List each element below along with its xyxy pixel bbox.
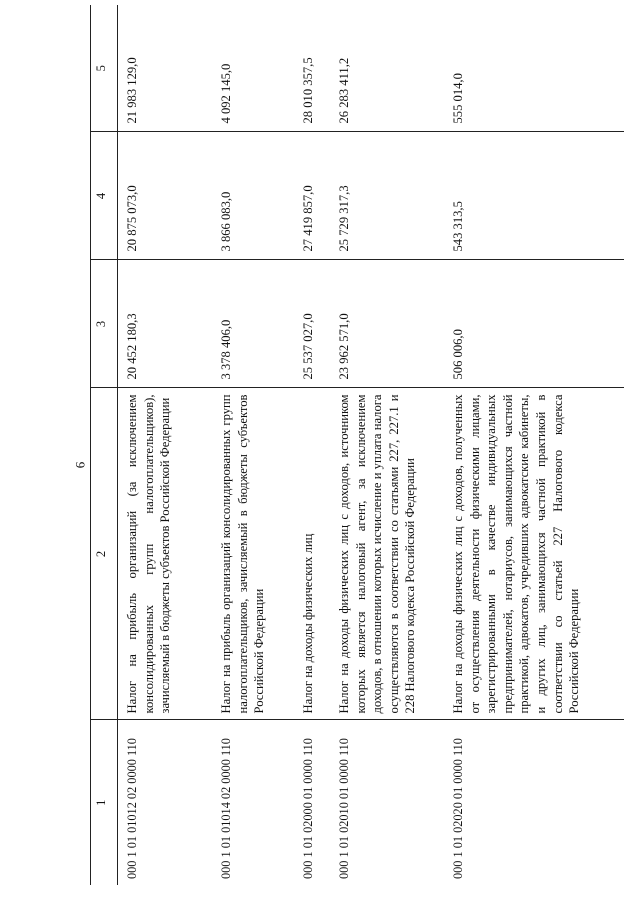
- amount-col-3: 20 452 180,3: [118, 260, 213, 388]
- amount-col-5: 28 010 357,5: [294, 5, 330, 132]
- rotated-page-content: [90, 5, 640, 885]
- amount-col-3: 23 962 571,0: [330, 260, 444, 388]
- income-name: Налог на доходы физических лиц с доходов, источником которых является налоговый агент, за исключением доходов, в отношении которых исчисление и уплата налога осуществляются в соответствии со статьями 227, 227.1 и 228 Налогового кодекса Российской Федерации: [330, 388, 444, 720]
- amount-col-3: 25 537 027,0: [294, 260, 330, 388]
- amount-col-4: 20 875 073,0: [118, 132, 213, 260]
- amount-col-4: 3 866 083,0: [212, 132, 294, 260]
- header-col-4: 4: [91, 132, 118, 260]
- table-body: [118, 5, 625, 885]
- amount-col-5: 555 014,0: [444, 5, 624, 132]
- table-row: [330, 5, 444, 885]
- header-col-2: 2: [91, 388, 118, 720]
- income-name: Налог на прибыль организаций консолидированных групп налогоплательщиков, зачисляемый в бюджеты субъектов Российской Федерации: [212, 388, 294, 720]
- budget-code: 000 1 01 02020 01 0000 110: [451, 738, 465, 879]
- income-name: Налог на доходы физических лиц: [294, 388, 330, 720]
- amount-col-4: 543 313,5: [444, 132, 624, 260]
- header-col-1: 1: [91, 720, 118, 885]
- table-header: [91, 5, 118, 885]
- table-row: [444, 5, 624, 885]
- income-name: Налог на прибыль организаций (за исключением консолидированных групп налогоплательщиков), зачисляемый в бюджеты субъектов Российской Федерации: [118, 388, 213, 720]
- amount-col-3: 506 006,0: [444, 260, 624, 388]
- page-number: 9: [73, 461, 88, 469]
- table-row: [294, 5, 330, 885]
- amount-col-5: 21 983 129,0: [118, 5, 213, 132]
- budget-code: 000 1 01 02010 01 0000 110: [337, 738, 351, 879]
- budget-code: 000 1 01 02000 01 0000 110: [301, 738, 315, 879]
- amount-col-3: 3 378 406,0: [212, 260, 294, 388]
- amount-col-4: 27 419 857,0: [294, 132, 330, 260]
- budget-code: 000 1 01 01014 02 0000 110: [219, 738, 233, 879]
- budget-code: 000 1 01 01012 02 0000 110: [125, 738, 139, 879]
- header-col-5: 5: [91, 5, 118, 132]
- table-row: [212, 5, 294, 885]
- header-row: [91, 5, 118, 885]
- revenue-table: [90, 5, 624, 885]
- income-name: Налог на доходы физических лиц с доходов, полученных от осуществления деятельности физическими лицами, зарегистрированными в качестве индивидуальных предпринимателей, нотариусов, занимающихся частной практикой, адвокатов, учредивших адвокатские кабинеты, и других лиц, занимающихся частной практикой в соответствии со статьей 227 Налогового кодекса Российской Федерации: [444, 388, 624, 720]
- header-col-3: 3: [91, 260, 118, 388]
- table-row: [118, 5, 213, 885]
- amount-col-5: 4 092 145,0: [212, 5, 294, 132]
- amount-col-4: 25 729 317,3: [330, 132, 444, 260]
- amount-col-5: 26 283 411,2: [330, 5, 444, 132]
